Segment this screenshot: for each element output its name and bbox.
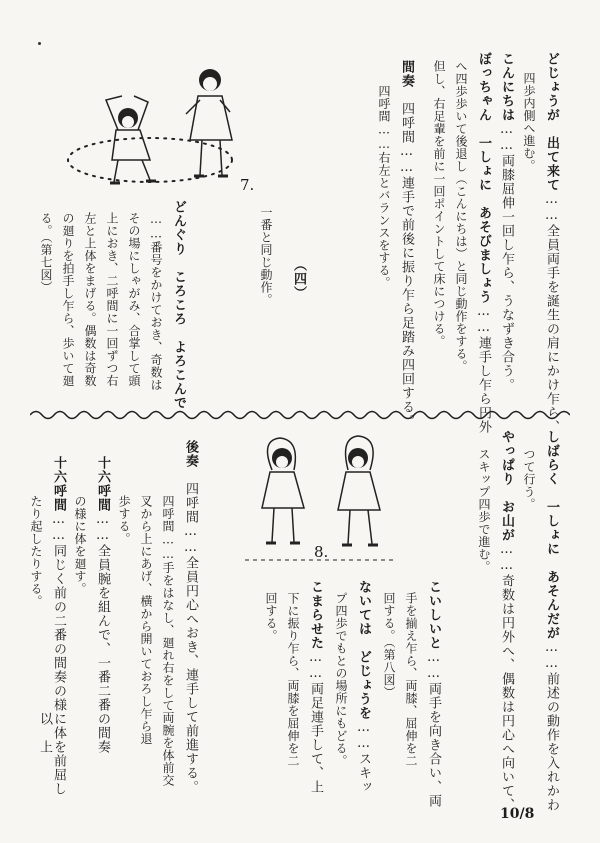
- top-col-3: [498, 52, 514, 392]
- section-heading: 後奏: [183, 440, 198, 468]
- top-col-5: [453, 60, 469, 373]
- bottom-col-20: [28, 470, 44, 608]
- bottom-col-3: [498, 430, 514, 812]
- lyric-phrase: ないては どじょうを: [356, 580, 371, 720]
- lyric-phrase: こんにちは: [499, 52, 514, 122]
- instruction-text: ……両膝屈伸一回し乍ら、うなずき合う。: [499, 122, 514, 392]
- bottom-col-18: [72, 470, 88, 595]
- instruction-text: の廻りを拍手し乍ら、歩いて廻: [61, 212, 75, 387]
- instruction-text: の様に体を廻す。: [73, 470, 87, 595]
- bottom-col-17: [94, 456, 110, 754]
- top-col-9: [290, 258, 306, 300]
- lyric-phrase: どじょうが 出て来て: [544, 52, 559, 192]
- bottom-col-10: [307, 580, 323, 794]
- top-col-8: [376, 60, 392, 289]
- instruction-text: ……連手し乍ら円外: [476, 304, 491, 434]
- instruction-text: ……前述の動作を入れかわ: [544, 640, 559, 812]
- lyric-phrase: しばらく 一しょに あそんだが: [544, 430, 559, 640]
- bottom-col-13: [182, 440, 198, 794]
- top-col-12: [148, 212, 164, 391]
- top-col-11: [170, 200, 186, 410]
- instruction-text: ……番号をかけておき、奇数は: [149, 212, 163, 391]
- instruction-text: へ四歩歩いて後退し（こんにちは）と同じ動作をする。: [454, 60, 468, 373]
- figure-7-illustration: [60, 60, 270, 200]
- top-col-6: [431, 60, 447, 348]
- top-col-14: [104, 212, 120, 387]
- instruction-text: 叉から上にあげ、横から開いておろし乍ら退: [139, 470, 153, 745]
- bottom-col-11: [285, 592, 301, 767]
- top-col-1: [543, 52, 559, 434]
- instruction-text: る。（第七図）: [39, 212, 53, 294]
- lyric-phrase: ぼっちゃん 一しょに あそびましょう: [476, 52, 491, 304]
- instruction-text: 四歩内側へ進む。: [522, 72, 536, 172]
- instruction-text: 歩する。: [117, 470, 131, 545]
- instruction-text: ……両足連手して、上: [308, 650, 323, 794]
- bottom-col-16: [116, 470, 132, 545]
- instruction-text: 四呼間……連手で前後に振り乍ら足踏み四回する。: [399, 88, 414, 428]
- instruction-text: 回する。: [264, 592, 278, 642]
- top-col-2: [521, 72, 537, 172]
- bottom-col-1: [543, 430, 559, 812]
- instruction-text: ……同じく前の二番の間奏の様に体を前屈し: [51, 512, 66, 796]
- instruction-text: つて行う。: [522, 448, 536, 511]
- lyric-phrase: こまらせた: [308, 580, 323, 650]
- instruction-text: 左と上体をまげる。偶数は奇数: [83, 212, 97, 387]
- beat-count: 十六呼間: [95, 456, 110, 512]
- instruction-text: 四呼間……手をはなし、廻れ右をして両腕を体前交: [161, 470, 175, 787]
- speck-mark: [38, 42, 41, 45]
- top-col-10: [258, 206, 274, 306]
- bottom-col-5: [425, 580, 441, 808]
- bottom-col-2: [521, 448, 537, 511]
- bottom-col-6: [403, 592, 419, 767]
- instruction-text: その場にしゃがみ、合掌して頭: [127, 212, 141, 387]
- instruction-text: プ四歩でもとの場所にもどる。: [334, 592, 348, 767]
- instruction-text: 回する。（第八図）: [382, 592, 396, 699]
- instruction-text: 四呼間……全員円心へおき、連手して前進する。: [183, 468, 198, 794]
- closing-mark: [36, 712, 52, 754]
- section-divider: [30, 408, 570, 422]
- top-col-15: [82, 212, 98, 387]
- instruction-text: ……スキッ: [356, 720, 371, 794]
- top-col-16: [60, 212, 76, 387]
- instruction-text: 四呼間……右左とバランスをする。: [377, 60, 391, 289]
- figure-8-label: 8.: [314, 543, 329, 561]
- instruction-text: 手を揃え乍ら、両膝、屈伸を二: [404, 592, 418, 767]
- top-col-13: [126, 212, 142, 387]
- lyric-phrase: どんぐり ころころ よろこんで: [171, 200, 186, 410]
- section-heading: 間奏: [399, 60, 414, 88]
- bottom-col-19: [50, 456, 66, 796]
- instruction-text: 上におき、二呼間に一回ずつ右: [105, 212, 119, 387]
- bottom-col-4: [476, 448, 492, 573]
- lyric-phrase: こいしいと: [426, 580, 441, 650]
- bottom-col-8: [355, 580, 371, 794]
- closing-text: 以 上: [37, 712, 52, 754]
- instruction-text: たり起したりする。: [29, 470, 43, 608]
- instruction-text: ……奇数は円外へ、偶数は円心へ向いて、: [499, 542, 514, 812]
- lyric-phrase: やっぱり お山が: [499, 430, 514, 542]
- instruction-text: ……全員両手を誕生の肩にかけ乍ら、: [544, 192, 559, 434]
- figure-7-label: 7.: [240, 176, 255, 194]
- top-col-7: [398, 60, 414, 428]
- beat-count: 十六呼間: [51, 456, 66, 512]
- bottom-col-14: [160, 470, 176, 787]
- instruction-text: 一番と同じ動作。: [259, 206, 273, 306]
- page-number: 10/8: [500, 806, 535, 822]
- bottom-col-9: [333, 592, 349, 767]
- instruction-text: ……全員腕を組んで、一番二番の間奏: [95, 512, 110, 754]
- verse-number: （四）: [291, 258, 306, 300]
- bottom-col-7: [381, 592, 397, 699]
- bottom-col-12: [263, 592, 279, 642]
- instruction-text: スキップ四歩で進む。: [477, 448, 491, 573]
- top-col-17: [38, 212, 54, 294]
- top-col-4: [475, 52, 491, 434]
- instruction-text: 下に振り乍ら、両膝を屈伸を二: [286, 592, 300, 767]
- bottom-col-15: [138, 470, 154, 745]
- instruction-text: ……両手を向き合い、両: [426, 650, 441, 808]
- instruction-text: 但し、右足輩を前に一回ポイントして床につける。: [432, 60, 446, 348]
